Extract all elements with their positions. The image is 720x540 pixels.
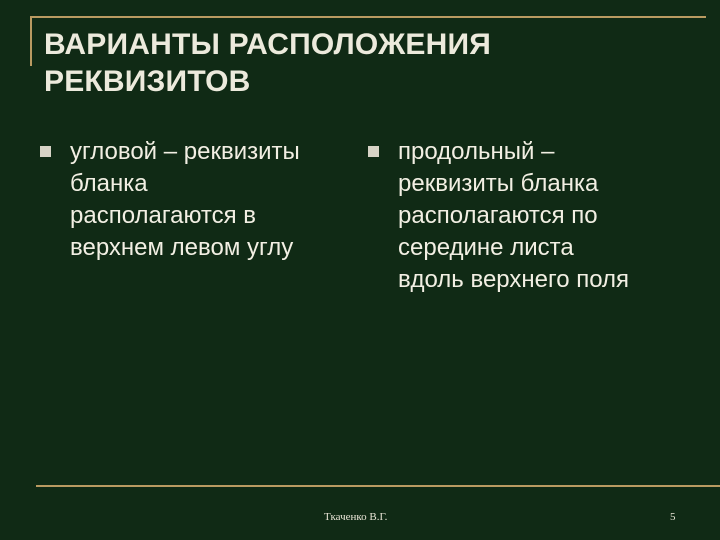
right-item-line-3: располагаются по (398, 202, 598, 229)
title-line-2: РЕКВИЗИТОВ (44, 65, 251, 98)
left-item-line-3: располагаются в (70, 202, 257, 229)
title-line-1: ВАРИАНТЫ РАСПОЛОЖЕНИЯ (44, 28, 491, 61)
footer-author: Ткаченко В.Г. (324, 511, 388, 523)
frame-left-line (30, 16, 32, 66)
footer-divider (36, 485, 720, 487)
left-item-line-4: верхнем левом углу (70, 234, 294, 261)
left-item-text (70, 136, 350, 264)
left-item-line-2: бланка (70, 170, 148, 197)
page-number: 5 (670, 511, 676, 523)
left-bullet-item (40, 136, 350, 264)
right-item-line-5: вдоль верхнего поля (398, 266, 630, 293)
left-item-line-1: угловой – реквизиты (70, 138, 300, 165)
right-bullet-item (368, 136, 688, 296)
right-item-line-4: середине листа (398, 234, 574, 261)
right-item-line-2: реквизиты бланка (398, 170, 599, 197)
frame-top-line (30, 16, 706, 18)
slide-title (44, 26, 684, 100)
right-item-line-1: продольный – (398, 138, 555, 165)
square-bullet-icon (40, 146, 51, 157)
square-bullet-icon (368, 146, 379, 157)
right-item-text (398, 136, 688, 296)
